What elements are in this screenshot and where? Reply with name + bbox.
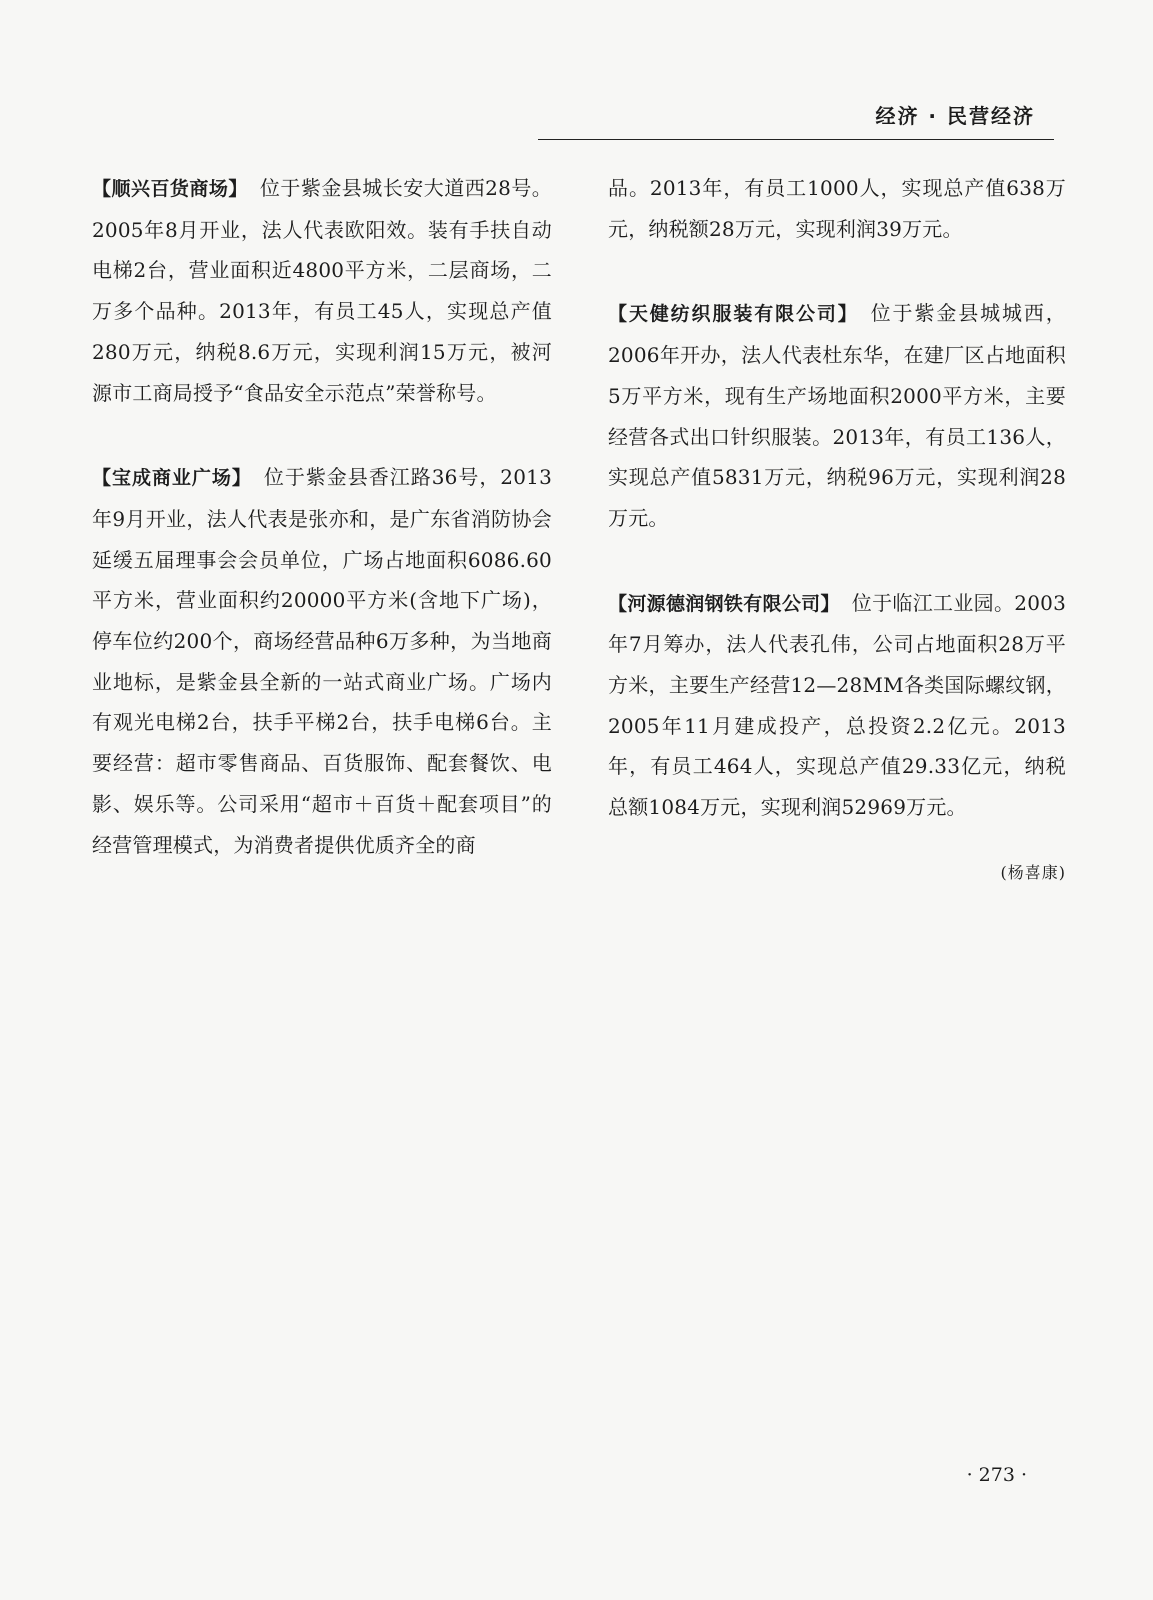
entry-heading: 【顺兴百货商场】 (92, 178, 248, 200)
left-column (92, 168, 552, 909)
entry-body: 位于紫金县香江路36号，2013年9月开业，法人代表是张亦和，是广东省消防协会延缓五届理事会会员单位，广场占地面积6086.60平方米，营业面积约20000平方米(含地下广场)，停车位约200个，商场经营品种6万多种，为当地商业地标，是紫金县全新的一站式商业广场。广场内有观光电梯2台，扶手平梯2台，扶手电梯6台。主要经营：超市零售商品、百货服饰、配套餐饮、电影、娱乐等。公司采用“超市＋百货＋配套项目”的经营管理模式，为消费者提供优质齐全的商 (92, 465, 552, 857)
right-column (608, 168, 1066, 883)
entry-heading: 【宝成商业广场】 (92, 467, 252, 490)
page-number: · 273 · (966, 1464, 1027, 1486)
entry-tianjian-textile (608, 293, 1066, 538)
entry-heading: 【河源德润钢铁有限公司】 (608, 592, 840, 615)
entry-body: 位于临江工业园。2003年7月筹办，法人代表孔伟，公司占地面积28万平方米，主要生产经营12—28MM各类国际螺纹钢，2005年11月建成投产，总投资2.2亿元。2013年，有员工464人，实现总产值29.33亿元，纳税总额1084万元，实现利润52969万元。 (608, 590, 1066, 820)
entry-continuation: 品。2013年，有员工1000人，实现总产值638万元，纳税额28万元，实现利润39万元。 (608, 176, 1066, 241)
entry-baocheng-plaza (92, 457, 552, 865)
entry-body: 位于紫金县城长安大道西28号。2005年8月开业，法人代表欧阳效。装有手扶自动电梯2台，营业面积近4800平方米，二层商场，二万多个品种。2013年，有员工45人，实现总产值280万元，纳税8.6万元，实现利润15万元，被河源市工商局授予“食品安全示范点”荣誉称号。 (92, 176, 552, 405)
entry-heading: 【天健纺织服装有限公司】 (608, 303, 859, 326)
author-credit: (杨喜康) (1000, 862, 1066, 882)
section-header-title: 经济 · 民营经济 (875, 104, 1035, 128)
entry-derun-steel (608, 583, 1066, 828)
entry-body: 位于紫金县城城西，2006年开办，法人代表杜东华，在建厂区占地面积5万平方米，现有生产场地面积2000平方米，主要经营各式出口针织服装。2013年，有员工136人，实现总产值5831万元，纳税96万元，实现利润28万元。 (608, 301, 1066, 530)
entry-shunxing-department-store (92, 168, 552, 413)
header-rule (538, 139, 1054, 140)
